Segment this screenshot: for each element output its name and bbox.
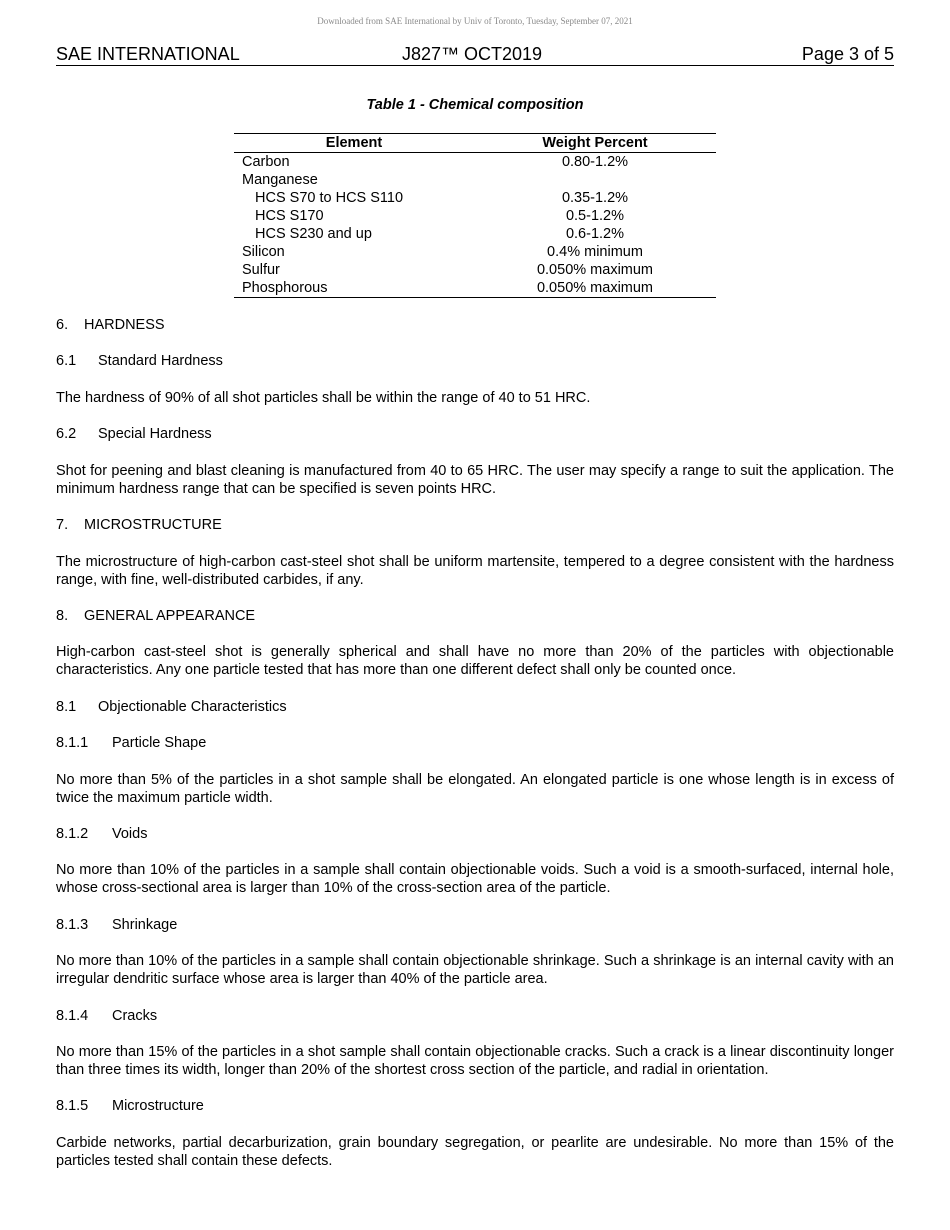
section-title: MICROSTRUCTURE (84, 517, 222, 533)
section-8-heading (56, 607, 894, 625)
weight-cell: 0.050% maximum (536, 262, 654, 278)
header-organization: SAE INTERNATIONAL (56, 44, 240, 64)
page-header (56, 43, 894, 66)
element-cell: Sulfur (242, 262, 280, 278)
table-row (234, 243, 716, 261)
section-number: 8.1.2 (56, 826, 89, 842)
section-8-1-4-heading (56, 1007, 894, 1025)
element-cell: Manganese (242, 172, 318, 188)
section-8-1-5-paragraph: Carbide networks, partial decarburization, grain boundary segregation, or pearlite are undesirable. No more than 15% of the particles tested shall contain these defects. (56, 1135, 894, 1169)
weight-cell (474, 171, 716, 189)
section-number: 8. (56, 608, 69, 624)
element-cell: Carbon (242, 154, 290, 170)
section-8-1-2-heading (56, 825, 894, 843)
section-number: 8.1.1 (56, 735, 89, 751)
weight-cell: 0.5-1.2% (565, 208, 625, 224)
table-row (234, 153, 716, 172)
section-title: Shrinkage (112, 917, 178, 933)
weight-cell: 0.80-1.2% (561, 154, 629, 170)
download-watermark: Downloaded from SAE International by Univ of Toronto, Tuesday, September 07, 2021 (317, 16, 633, 26)
weight-cell: 0.35-1.2% (561, 190, 629, 206)
section-6-2-paragraph: Shot for peening and blast cleaning is manufactured from 40 to 65 HRC. The user may specify a range to suit the application. The minimum hardness range that can be specified is seven points HRC. (56, 463, 894, 497)
column-header-element: Element (234, 134, 474, 153)
section-title: GENERAL APPEARANCE (84, 608, 256, 624)
section-8-1-2-paragraph: No more than 10% of the particles in a sample shall contain objectionable voids. Such a void is a smooth-surfaced, internal hole, whose cross-sectional area is larger than 10% of the cross-section area of the particle. (56, 862, 894, 896)
element-cell: HCS S170 (255, 208, 324, 224)
section-8-1-4-paragraph: No more than 15% of the particles in a shot sample shall contain objectionable cracks. Such a crack is a linear discontinuity longer than three times its width, longer than 20% of the shortest cross section of the particle, and radial in orientation. (56, 1044, 894, 1078)
section-number: 8.1 (56, 699, 77, 715)
element-cell: HCS S70 to HCS S110 (255, 190, 404, 206)
table-caption: Table 1 - Chemical composition (366, 97, 584, 113)
section-7-heading (56, 516, 894, 534)
section-8-1-3-paragraph: No more than 10% of the particles in a sample shall contain objectionable shrinkage. Such a shrinkage is an internal cavity with an irregular dendritic surface whose area is larger than 40% of the particle area. (56, 953, 894, 987)
section-title: Voids (112, 826, 148, 842)
section-number: 6.2 (56, 426, 77, 442)
element-cell: Phosphorous (234, 279, 474, 298)
chemical-composition-table (234, 133, 716, 298)
table-row (234, 207, 716, 225)
section-title: HARDNESS (84, 317, 165, 333)
element-cell: Silicon (242, 244, 285, 260)
section-number: 8.1.4 (56, 1008, 89, 1024)
table-row (234, 225, 716, 243)
table-row (234, 261, 716, 279)
table-header-row (234, 134, 716, 153)
section-8-1-5-heading (56, 1097, 894, 1115)
column-header-weight: Weight Percent (474, 134, 716, 153)
section-8-1-1-paragraph: No more than 5% of the particles in a shot sample shall be elongated. An elongated particle is one whose length is in excess of twice the maximum particle width. (56, 772, 894, 806)
section-6-2-heading (56, 425, 894, 443)
section-8-paragraph: High-carbon cast-steel shot is generally spherical and shall have no more than 20% of the particles with objectionable characteristics. Any one particle tested that has more than one different defect shall only be counted once. (56, 644, 894, 678)
section-number: 8.1.5 (56, 1098, 89, 1114)
element-cell: HCS S230 and up (255, 226, 372, 242)
section-6-1-heading (56, 352, 894, 370)
table-row (234, 189, 716, 207)
table-row (234, 279, 716, 298)
section-7-paragraph: The microstructure of high-carbon cast-steel shot shall be uniform martensite, tempered to a degree consistent with the hardness range, with fine, well-distributed carbides, if any. (56, 554, 894, 588)
section-8-1-1-heading (56, 734, 894, 752)
header-document-id: J827™ OCT2019 (402, 44, 543, 64)
weight-cell: 0.050% maximum (474, 279, 716, 298)
section-title: Standard Hardness (98, 353, 223, 369)
section-title: Special Hardness (98, 426, 212, 442)
section-number: 6.1 (56, 353, 77, 369)
section-6-1-paragraph: The hardness of 90% of all shot particles shall be within the range of 40 to 51 HRC. (56, 390, 591, 406)
section-title: Microstructure (112, 1098, 204, 1114)
section-title: Cracks (112, 1008, 158, 1024)
section-8-1-heading (56, 698, 894, 716)
section-title: Particle Shape (112, 735, 207, 751)
section-number: 7. (56, 517, 69, 533)
table-row (234, 171, 716, 189)
section-number: 6. (56, 317, 69, 333)
section-number: 8.1.3 (56, 917, 89, 933)
weight-cell: 0.6-1.2% (565, 226, 625, 242)
section-title: Objectionable Characteristics (98, 699, 287, 715)
weight-cell: 0.4% minimum (547, 244, 643, 260)
header-page-number: Page 3 of 5 (801, 44, 894, 64)
section-6-heading (56, 316, 894, 334)
section-8-1-3-heading (56, 916, 894, 934)
